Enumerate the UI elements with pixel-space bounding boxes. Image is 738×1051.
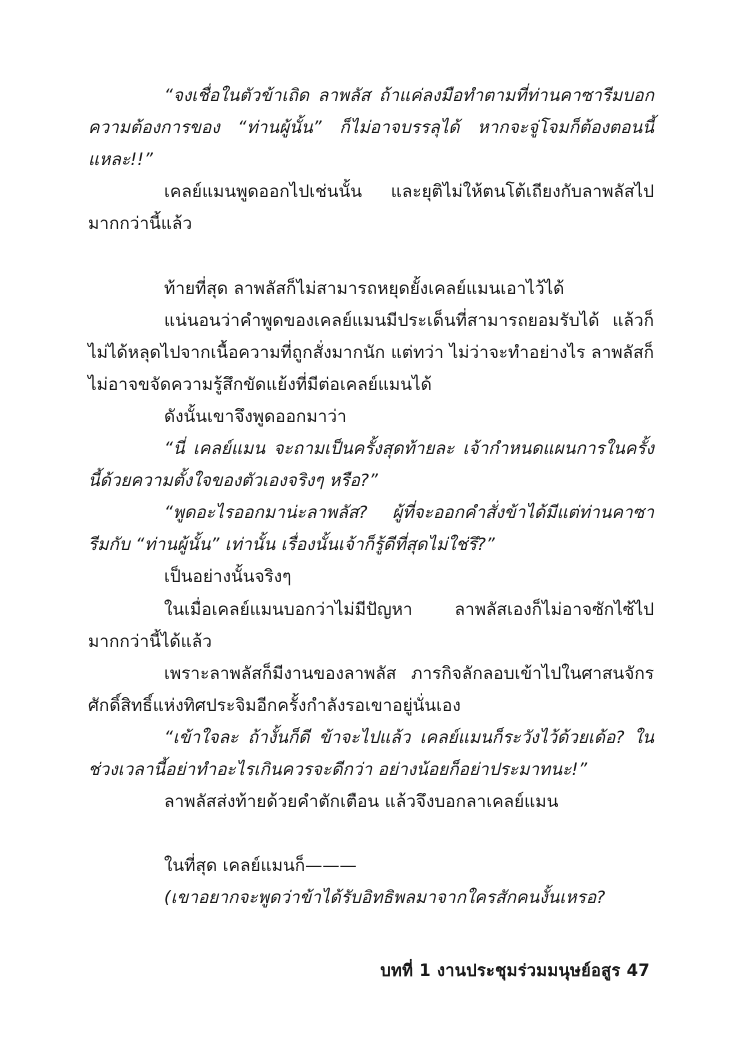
dialogue-paragraph: “เข้าใจละ ถ้างั้นก็ดี ข้าจะไปแล้ว เคลย์แมนก็ระวังไว้ด้วยเด้อ? ในช่วงเวลานี้อย่าทำอะไรเกินควรจะดีกว่า อย่างน้อยก็อย่าประมาทนะ!”: [88, 727, 654, 780]
narration-paragraph: เป็นอย่างนั้นจริงๆ: [164, 567, 292, 588]
narration-paragraph: ลาพลัสส่งท้ายด้วยคำตักเตือน แล้วจึงบอกลาเคลย์แมน: [164, 792, 559, 813]
dialogue-paragraph: “พูดอะไรออกมาน่ะลาพลัส? ผู้ที่จะออกคำสั่งข้าได้มีแต่ท่านคาซารีมกับ “ท่านผู้นั้น” เท่านั้น เรื่องนั้นเจ้าก็รู้ดีที่สุดไม่ใช่รึ?”: [88, 503, 654, 556]
narration-paragraph: ในเมื่อเคลย์แมนบอกว่าไม่มีปัญหา ลาพลัสเองก็ไม่อาจซักไซ้ไปมากกว่านี้ได้แล้ว: [88, 599, 654, 652]
dialogue-paragraph: “จงเชื่อในตัวข้าเถิด ลาพลัส ถ้าแค่ลงมือทำตามที่ท่านคาซารีมบอก ความต้องการของ “ท่านผู้นั้น” ก็ไม่อาจบรรลุได้ หากจะจู่โจมก็ต้องตอนนี้แหละ!!”: [88, 86, 654, 171]
narration-paragraph: ดังนั้นเขาจึงพูดออกมาว่า: [164, 406, 347, 427]
narration-paragraph: ในที่สุด เคลย์แมนก็———: [164, 856, 357, 877]
dialogue-paragraph: “นี่ เคลย์แมน จะถามเป็นครั้งสุดท้ายละ เจ้ากำหนดแผนการในครั้งนี้ด้วยความตั้งใจของตัวเองจริงๆ หรือ?”: [88, 439, 654, 492]
dialogue-paragraph: (เขาอยากจะพูดว่าข้าได้รับอิทธิพลมาจากใครสักคนงั้นเหรอ?: [164, 888, 606, 909]
body-text: [88, 80, 654, 914]
narration-paragraph: ท้ายที่สุด ลาพลัสก็ไม่สามารถหยุดยั้งเคลย์แมนเอาไว้ได้: [164, 278, 565, 299]
narration-paragraph: แน่นอนว่าคำพูดของเคลย์แมนมีประเด็นที่สามารถยอมรับได้ แล้วก็ไม่ได้หลุดไปจากเนื้อความที่ถูกสั่งมากนัก แต่ทว่า ไม่ว่าจะทำอย่างไร ลาพลัสก็ไม่อาจขจัดความรู้สึกขัดแย้งที่มีต่อเคลย์แมนได้: [88, 310, 654, 395]
narration-paragraph: เคลย์แมนพูดออกไปเช่นนั้น และยุติไม่ให้ตนโต้เถียงกับลาพลัสไปมากกว่านี้แล้ว: [88, 182, 654, 235]
narration-paragraph: เพราะลาพลัสก็มีงานของลาพลัส ภารกิจลักลอบเข้าไปในศาสนจักรศักดิ์สิทธิ์แห่งทิศประจิมอีกครั้งกำลังรอเขาอยู่นั่นเอง: [88, 663, 654, 716]
running-footer: บทที่ 1 งานประชุมร่วมมนุษย์อสูร 47: [380, 961, 650, 980]
blank-line: [88, 818, 654, 850]
blank-line: [88, 240, 654, 272]
